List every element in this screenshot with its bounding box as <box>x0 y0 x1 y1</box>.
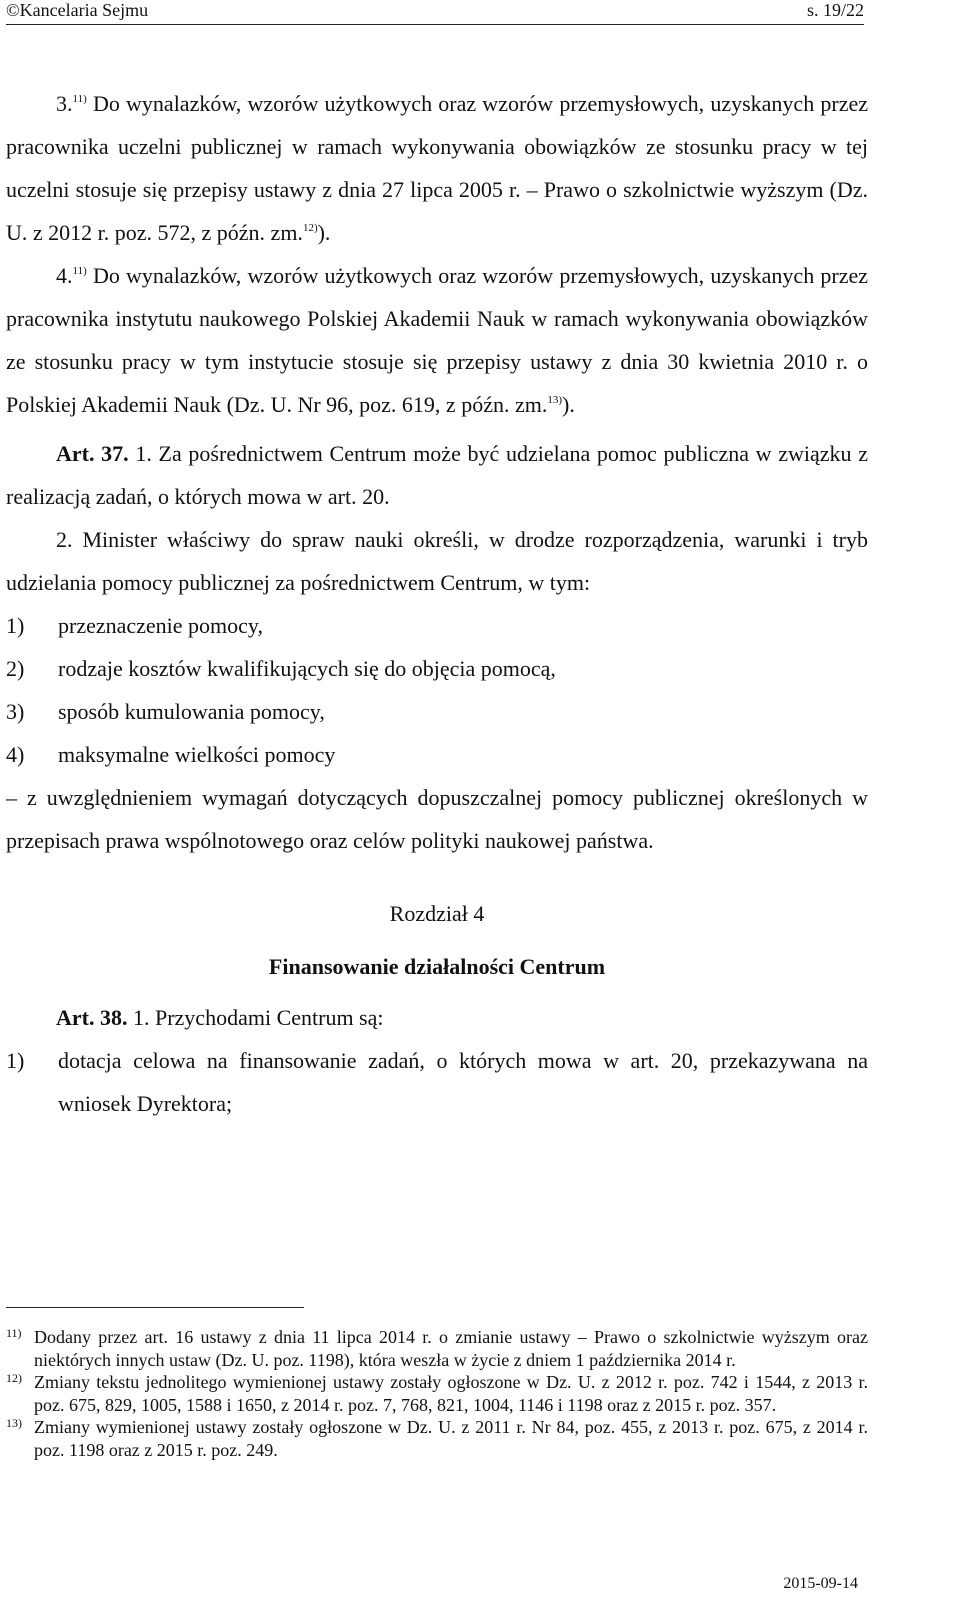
article-text: 1. Za pośrednictwem Centrum może być udzielana pomoc publiczna w związku z realizacją zadań, o których mowa w art. 20. <box>6 441 868 509</box>
closing-clause: – z uwzględnieniem wymagań dotyczących dopuszczalnej pomocy publicznej określonych w przepisach prawa wspólnotowego oraz celów polityki naukowej państwa. <box>6 785 868 853</box>
header-page-number: s. 19/22 <box>806 0 864 20</box>
list-item-number: 1) <box>6 613 25 638</box>
paragraph-text: Do wynalazków, wzorów użytkowych oraz wzorów przemysłowych, uzyskanych przez pracownika uczelni publicznej w ramach wykonywania obowiązków ze stosunku pracy w tej uczelni stosuje się przepisy ustawy z dnia 27 lipca 2005 r. – Prawo o szkolnictwie wyższym (Dz. U. z 2012 r. poz. 572, z późn. zm. <box>6 91 869 245</box>
list-item-text: rodzaje kosztów kwalifikujących się do objęcia pomocą, <box>58 656 556 681</box>
footnote-number: 13) <box>6 1416 22 1430</box>
list-item-text: sposób kumulowania pomocy, <box>58 699 325 724</box>
paragraph-4 <box>6 254 868 426</box>
footer-date: 2015-09-14 <box>783 1575 858 1592</box>
list-item <box>6 604 868 647</box>
document-body <box>6 82 868 1125</box>
article-text: 1. Przychodami Centrum są: <box>132 1005 384 1030</box>
paragraph-number: 4. <box>56 263 73 288</box>
list-item-number: 2) <box>6 656 25 681</box>
footnote-text: Dodany przez art. 16 ustawy z dnia 11 lipca 2014 r. o zmianie ustawy – Prawo o szkolnictwie wyższym oraz niektórych innych ustaw (Dz. U. poz. 1198), która weszła w życie z dniem 1 października 2014 r. <box>34 1327 868 1370</box>
paragraph-text: Do wynalazków, wzorów użytkowych oraz wzorów przemysłowych, uzyskanych przez pracownika instytutu naukowego Polskiej Akademii Nauk w ramach wykonywania obowiązków ze stosunku pracy w tym instytucie stosuje się przepisy ustawy z dnia 30 kwietnia 2010 r. o Polskiej Akademii Nauk (Dz. U. Nr 96, poz. 619, z późn. zm. <box>6 263 869 417</box>
art-38-paragraph-1 <box>6 996 868 1039</box>
chapter-title: Finansowanie działalności Centrum <box>268 954 606 979</box>
list-item-text: maksymalne wielkości pomocy <box>58 742 336 767</box>
footnote-text: Zmiany wymienionej ustawy zostały ogłoszone w Dz. U. z 2011 r. Nr 84, poz. 455, z 2013 r. poz. 675, z 2014 r. poz. 1198 oraz z 2015 r. poz. 249. <box>34 1417 868 1460</box>
footnote <box>6 1416 868 1461</box>
footnote-ref: 12) <box>302 222 318 234</box>
art-37-paragraph-2: 2. Minister właściwy do spraw nauki określi, w drodze rozporządzenia, warunki i tryb udzielania pomocy publicznej za pośrednictwem Centrum, w tym: <box>6 527 868 595</box>
list-item <box>6 690 868 733</box>
header-copyright: ©Kancelaria Sejmu <box>6 0 149 20</box>
paragraph-3 <box>6 82 868 254</box>
list-item-number: 1) <box>6 1048 25 1073</box>
footnote-ref: 11) <box>72 93 87 105</box>
list-item <box>6 647 868 690</box>
list-item-text: dotacja celowa na finansowanie zadań, o których mowa w art. 20, przekazywana na wniosek Dyrektora; <box>58 1048 868 1116</box>
article-label: Art. 37. <box>56 441 129 466</box>
footnote-text: Zmiany tekstu jednolitego wymienionej ustawy zostały ogłoszone w Dz. U. z 2012 r. poz. 742 i 1544, z 2013 r. poz. 675, 829, 1005, 1588 i 1650, z 2014 r. poz. 7, 768, 821, 1004, 1146 i 1198 oraz z 2015 r. poz. 357. <box>34 1372 868 1415</box>
list-item-number: 3) <box>6 699 25 724</box>
footnote-number: 11) <box>6 1326 22 1340</box>
list-item-number: 4) <box>6 742 25 767</box>
footnotes <box>6 1326 868 1461</box>
footnote-ref: 13) <box>547 394 563 406</box>
paragraph-tail: ). <box>317 220 331 245</box>
list-item <box>6 1039 868 1125</box>
chapter-number: Rozdział 4 <box>389 901 485 926</box>
footnote-separator <box>6 1307 304 1308</box>
art-37-paragraph-1 <box>6 432 868 518</box>
footnote-ref: 11) <box>72 265 87 277</box>
article-label: Art. 38. <box>56 1005 128 1030</box>
page-header <box>6 0 864 24</box>
footnote <box>6 1371 868 1416</box>
list-item <box>6 733 868 776</box>
paragraph-tail: ). <box>562 392 575 417</box>
paragraph-number: 3. <box>56 91 73 116</box>
list-item-text: przeznaczenie pomocy, <box>58 613 264 638</box>
header-rule <box>6 24 864 25</box>
footnote-number: 12) <box>6 1371 22 1385</box>
footnote <box>6 1326 868 1371</box>
